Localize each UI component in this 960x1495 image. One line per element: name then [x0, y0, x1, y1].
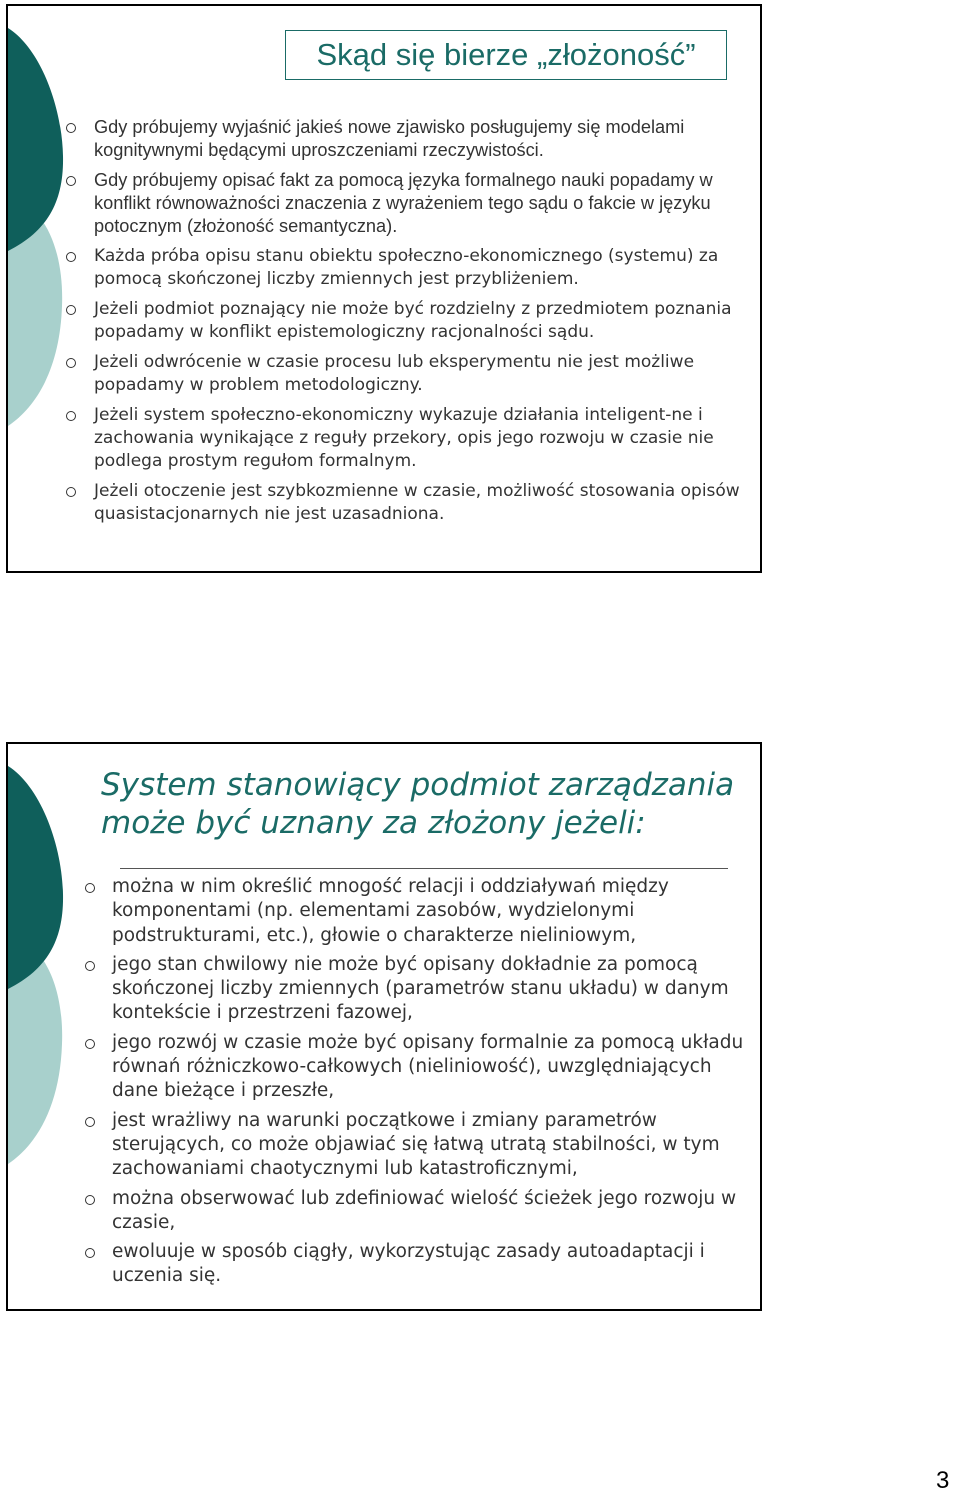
- bullet-circle-icon: [66, 305, 76, 315]
- list-item: jego stan chwilowy nie może być opisany dokładnie za pomocą skończonej liczby zmiennych (parametrów stanu układu) w danym kontekście i przestrzeni fazowej,: [112, 953, 752, 1026]
- page-number: 3: [936, 1467, 950, 1494]
- list-item: Jeżeli podmiot poznający nie może być rozdzielny z przedmiotem poznania popadamy w konflikt epistemologiczny racjonalności sądu.: [94, 298, 759, 344]
- deco-dark-shape: [8, 28, 63, 251]
- deco-light-shape: [8, 196, 62, 426]
- slide-1: [6, 4, 762, 573]
- list-item: Jeżeli odwrócenie w czasie procesu lub eksperymentu nie jest możliwe popadamy w problem metodologiczny.: [94, 351, 759, 397]
- bullet-circle-icon: [85, 883, 95, 893]
- bullet-circle-icon: [85, 1117, 95, 1127]
- list-item: Jeżeli otoczenie jest szybkozmienne w czasie, możliwość stosowania opisów quasistacjonarnych nie jest uzasadniona.: [94, 480, 759, 526]
- list-item: można obserwować lub zdefiniować wielość ścieżek jego rozwoju w czasie,: [112, 1187, 752, 1236]
- bullet-circle-icon: [85, 961, 95, 971]
- slide-1-bullet-list: [94, 116, 759, 533]
- slide-1-title-box: [285, 30, 727, 80]
- bullet-circle-icon: [66, 176, 76, 186]
- list-item: jest wrażliwy na warunki początkowe i zmiany parametrów sterujących, co może objawiać się łatwą utratą stabilności, w tym zachowaniami chaotycznymi lub katastroficznymi,: [112, 1109, 752, 1182]
- list-item: Jeżeli system społeczno-ekonomiczny wykazuje działania inteligent-ne i zachowania wynikające z reguły przekory, opis jego rozwoju w czasie nie podlega prostym regułom formalnym.: [94, 404, 759, 473]
- bullet-circle-icon: [66, 252, 76, 262]
- list-item: można w nim określić mnogość relacji i oddziaływań między komponentami (np. elementami zasobów, wydzielonymi podstrukturami, etc.), głowie o charakterze nieliniowym,: [112, 875, 752, 948]
- slide-2-title: System stanowiący podmiot zarządzania może być uznany za złożony jeżeli:: [101, 767, 735, 841]
- bullet-circle-icon: [85, 1195, 95, 1205]
- list-item: Gdy próbujemy opisać fakt za pomocą języka formalnego nauki popadamy w konflikt równoważności znaczenia z wyrażeniem tego sądu o fakcie w języku potocznym (złożoność semantyczna).: [94, 169, 759, 238]
- bullet-circle-icon: [85, 1248, 95, 1258]
- bullet-circle-icon: [85, 1039, 95, 1049]
- slide-1-title: Skąd się bierze „złożoność”: [316, 37, 696, 72]
- list-item: Każda próba opisu stanu obiektu społeczno-ekonomicznego (systemu) za pomocą skończonej liczby zmiennych jest przybliżeniem.: [94, 245, 759, 291]
- slide-2-bullet-list: [112, 875, 752, 1294]
- list-item: Gdy próbujemy wyjaśnić jakieś nowe zjawisko posługujemy się modelami kognitywnymi będącymi uproszczeniami rzeczywistości.: [94, 116, 759, 162]
- title-divider: [120, 868, 728, 869]
- list-item: ewoluuje w sposób ciągły, wykorzystując zasady autoadaptacji i uczenia się.: [112, 1240, 752, 1289]
- bullet-circle-icon: [66, 358, 76, 368]
- bullet-circle-icon: [66, 123, 76, 133]
- bullet-circle-icon: [66, 411, 76, 421]
- bullet-circle-icon: [66, 487, 76, 497]
- list-item: jego rozwój w czasie może być opisany formalnie za pomocą układu równań różniczkowo-całkowych (nieliniowość), uwzględniających dane bieżące i przeszłe,: [112, 1031, 752, 1104]
- slide-2: [6, 742, 762, 1311]
- deco-dark-shape: [8, 766, 63, 989]
- deco-light-shape: [8, 934, 62, 1164]
